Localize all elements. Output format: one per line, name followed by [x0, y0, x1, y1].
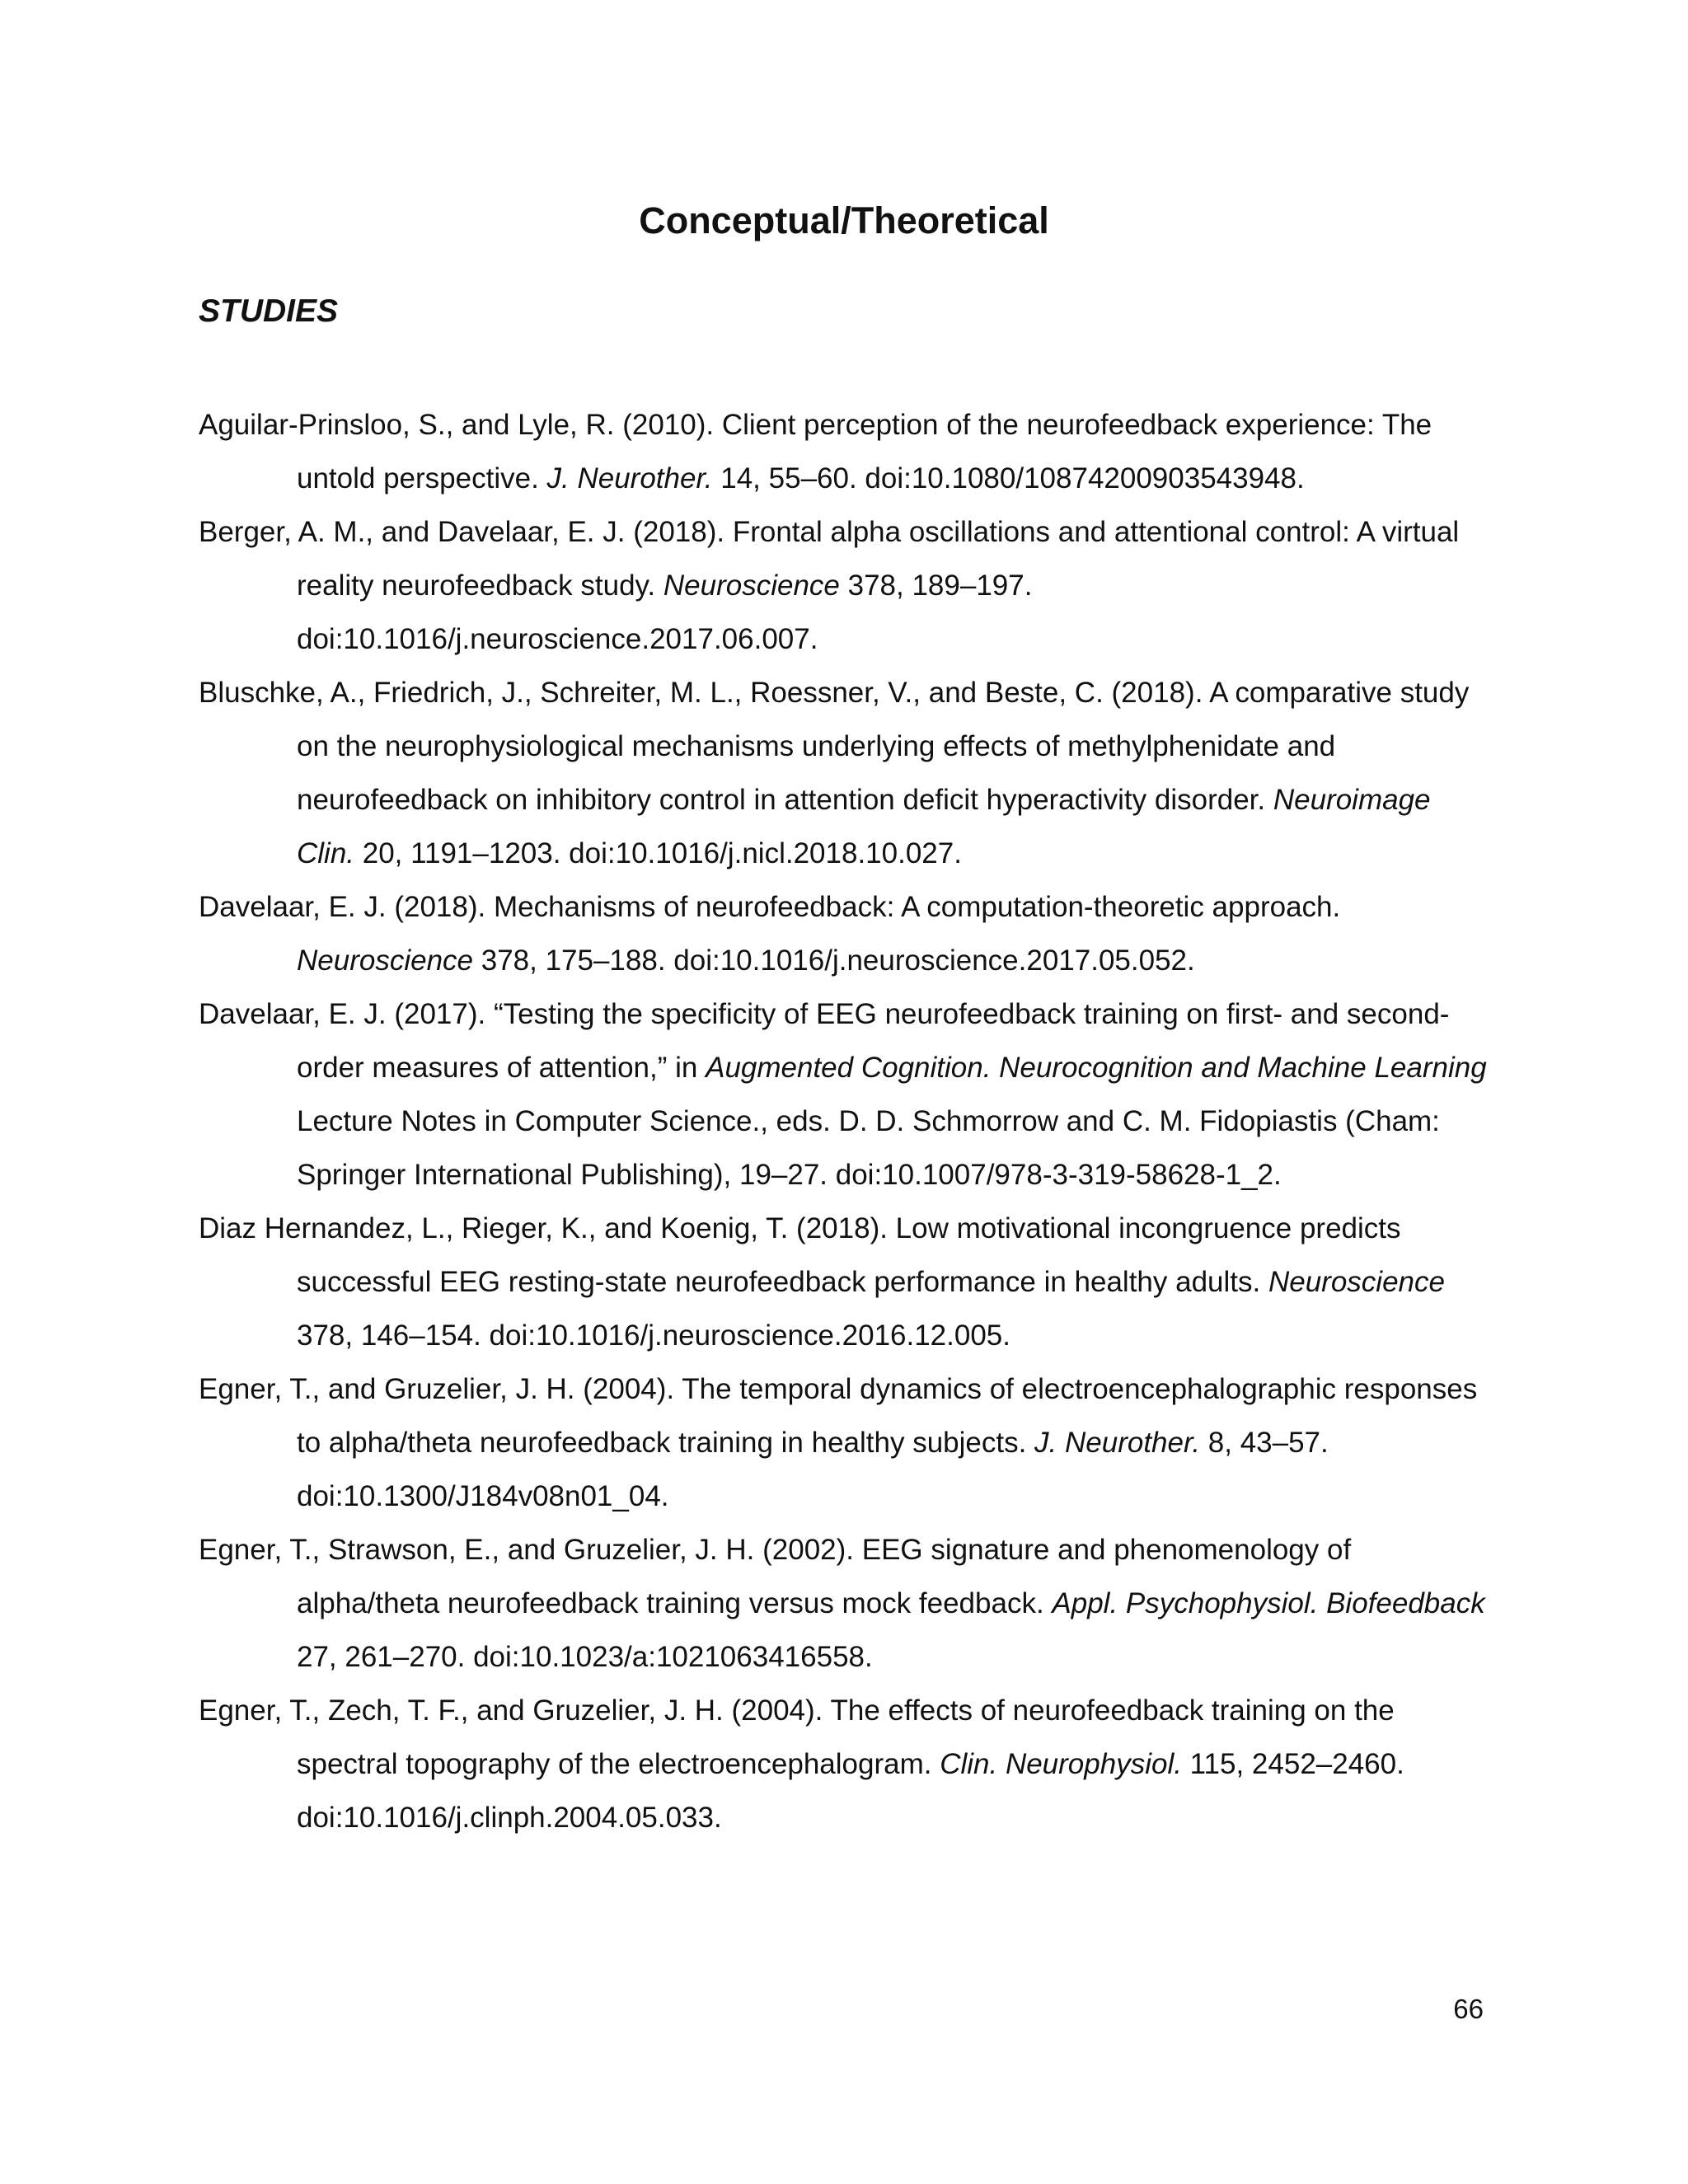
reference-item: Egner, T., Strawson, E., and Gruzelier, J. H. (2002). EEG signature and phenomenology of alpha/theta neurofeedback training versus mock feedback. Appl. Psychophysiol. Biofeedback 27, 261–270. doi:10.1023/a:1021063416558.: [199, 1534, 1485, 1673]
reference-item: Aguilar-Prinsloo, S., and Lyle, R. (2010). Client perception of the neurofeedback experience: The untold perspective. J. Neurother. 14, 55–60. doi:10.1080/10874200903543948.: [199, 409, 1432, 494]
reference-item: Diaz Hernandez, L., Rieger, K., and Koenig, T. (2018). Low motivational incongruence predicts successful EEG resting-state neurofeedback performance in healthy adults. Neuroscience 378, 146–154. doi:10.1016/j.neuroscience.2016.12.005.: [199, 1212, 1445, 1352]
reference-list: [199, 398, 1493, 1844]
reference-item: Berger, A. M., and Davelaar, E. J. (2018). Frontal alpha oscillations and attentional control: A virtual reality neurofeedback study. Neuroscience 378, 189–197. doi:10.1016/j.neuroscience.2017.06.007.: [199, 516, 1460, 655]
reference-item: Egner, T., and Gruzelier, J. H. (2004). The temporal dynamics of electroencephalographic responses to alpha/theta neurofeedback training in healthy subjects. J. Neurother. 8, 43–57. doi:10.1300/J184v08n01_04.: [199, 1373, 1478, 1512]
reference-item: Bluschke, A., Friedrich, J., Schreiter, M. L., Roessner, V., and Beste, C. (2018). A comparative study on the neurophysiological mechanisms underlying effects of methylphenidate and neurofeedback on inhibitory control in attention deficit hyperactivity disorder. Neuroimage Clin. 20, 1191–1203. doi:10.1016/j.nicl.2018.10.027.: [199, 677, 1470, 869]
reference-item: Davelaar, E. J. (2018). Mechanisms of neurofeedback: A computation-theoretic approach. Neuroscience 378, 175–188. doi:10.1016/j.neuroscience.2017.05.052.: [199, 891, 1341, 977]
page-number: 66: [1453, 1994, 1484, 2024]
section-heading: STUDIES: [199, 293, 339, 329]
page-title: Conceptual/Theoretical: [639, 199, 1049, 241]
reference-item: Davelaar, E. J. (2017). “Testing the specificity of EEG neurofeedback training on first- and second-order measures of attention,” in Augmented Cognition. Neurocognition and Machine Learning Lecture Notes in Computer Science., eds. D. D. Schmorrow and C. M. Fidopiastis (Cham: Springer International Publishing), 19–27. doi:10.1007/978-3-319-58628-1_2.: [199, 998, 1487, 1191]
reference-item: Egner, T., Zech, T. F., and Gruzelier, J. H. (2004). The effects of neurofeedback training on the spectral topography of the electroencephalogram. Clin. Neurophysiol. 115, 2452–2460. doi:10.1016/j.clinph.2004.05.033.: [199, 1694, 1404, 1834]
